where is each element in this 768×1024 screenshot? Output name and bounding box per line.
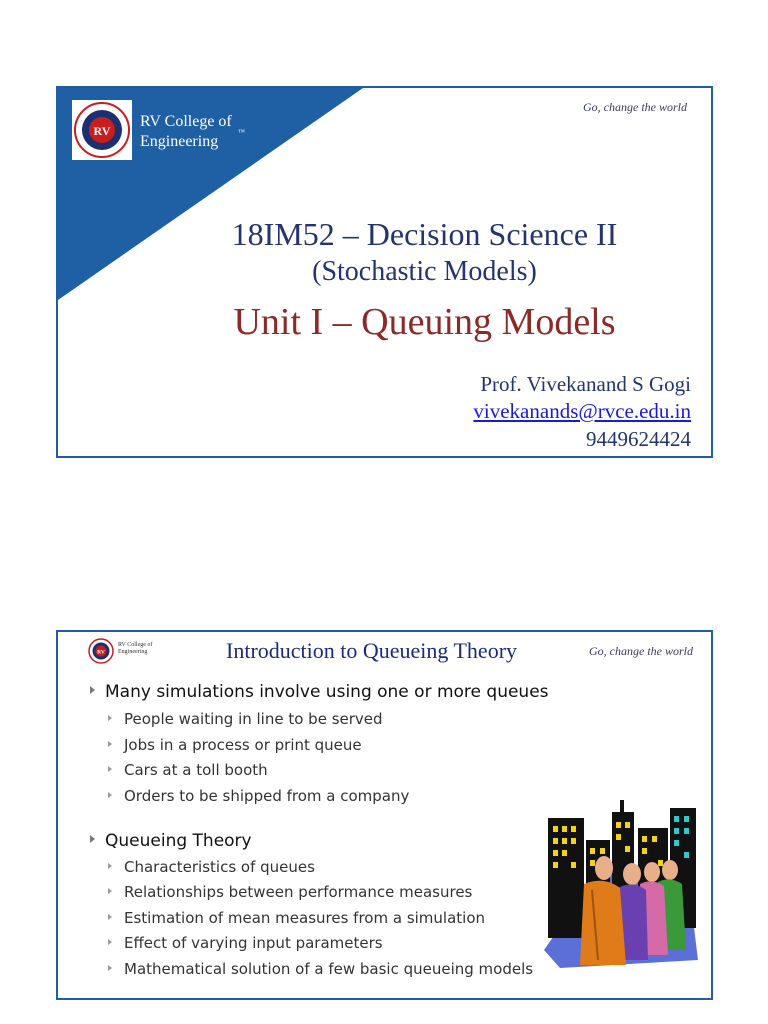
bullet-sub <box>108 710 383 728</box>
bullet-text: Jobs in a process or print queue <box>124 736 362 754</box>
slide-title: Introduction to Queueing Theory <box>226 638 518 663</box>
bullet-arrow-icon <box>108 766 112 772</box>
bullet-text: Orders to be shipped from a company <box>124 787 410 805</box>
rvce-logo-icon <box>72 100 132 160</box>
professor-phone: 9449624424 <box>586 427 691 451</box>
rvce-logo-icon <box>88 638 114 664</box>
course-subtitle: (Stochastic Models) <box>312 256 537 287</box>
bullet-arrow-icon <box>108 965 112 971</box>
bullet-text: Cars at a toll booth <box>124 761 268 779</box>
bullet-arrow-icon <box>108 792 112 798</box>
bullet-text: Characteristics of queues <box>124 858 315 876</box>
intro-slide <box>56 630 713 1000</box>
unit-title: Unit I – Queuing Models <box>233 301 616 343</box>
bullet-text: Queueing Theory <box>105 831 252 851</box>
college-name-small-line1: RV College of <box>118 642 153 648</box>
bullet-sub <box>108 736 362 754</box>
bullet-arrow-icon <box>108 863 112 869</box>
bullet-arrow-icon <box>108 939 112 945</box>
college-name-line1: RV College of <box>140 113 232 130</box>
bullet-sub <box>108 909 485 927</box>
svg-text:RV: RV <box>93 124 111 138</box>
title-slide <box>56 86 713 458</box>
bullet-sub <box>108 787 409 805</box>
bullet-main <box>90 682 549 702</box>
bullet-sub <box>108 761 268 779</box>
bullet-arrow-icon <box>108 741 112 747</box>
college-name-small <box>118 642 152 656</box>
college-name-line2: Engineering <box>140 133 219 150</box>
bullet-text: Mathematical solution of a few basic queueing models <box>124 960 534 978</box>
bullet-arrow-icon <box>108 914 112 920</box>
bullet-text: Many simulations involve using one or more queues <box>105 682 549 702</box>
college-name <box>140 112 232 152</box>
bullet-text: Estimation of mean measures from a simulation <box>124 909 486 927</box>
svg-text:RV: RV <box>97 649 105 656</box>
tagline: Go, change the world <box>589 644 693 658</box>
bullet-main <box>90 831 252 851</box>
trademark-mark: ™ <box>238 128 245 136</box>
bullet-arrow-icon <box>108 715 112 721</box>
bullet-text: Relationships between performance measures <box>124 883 473 901</box>
course-code-title: 18IM52 – Decision Science II <box>231 216 618 252</box>
professor-name: Prof. Vivekanand S Gogi <box>480 372 691 396</box>
bullet-sub <box>108 960 533 978</box>
bullet-sub <box>108 934 383 952</box>
college-name-small-line2: Engineering <box>118 649 148 655</box>
bullet-sub <box>108 883 472 901</box>
bullet-arrow-icon <box>108 888 112 894</box>
bullet-text: Effect of varying input parameters <box>124 934 383 952</box>
bullet-arrow-icon <box>90 835 95 843</box>
bullet-sub <box>108 858 315 876</box>
people-city-clipart-icon <box>540 800 700 970</box>
tagline: Go, change the world <box>583 100 687 114</box>
professor-email-link[interactable]: vivekanands@rvce.edu.in <box>473 399 691 423</box>
bullet-arrow-icon <box>90 686 95 694</box>
bullet-text: People waiting in line to be served <box>124 710 383 728</box>
